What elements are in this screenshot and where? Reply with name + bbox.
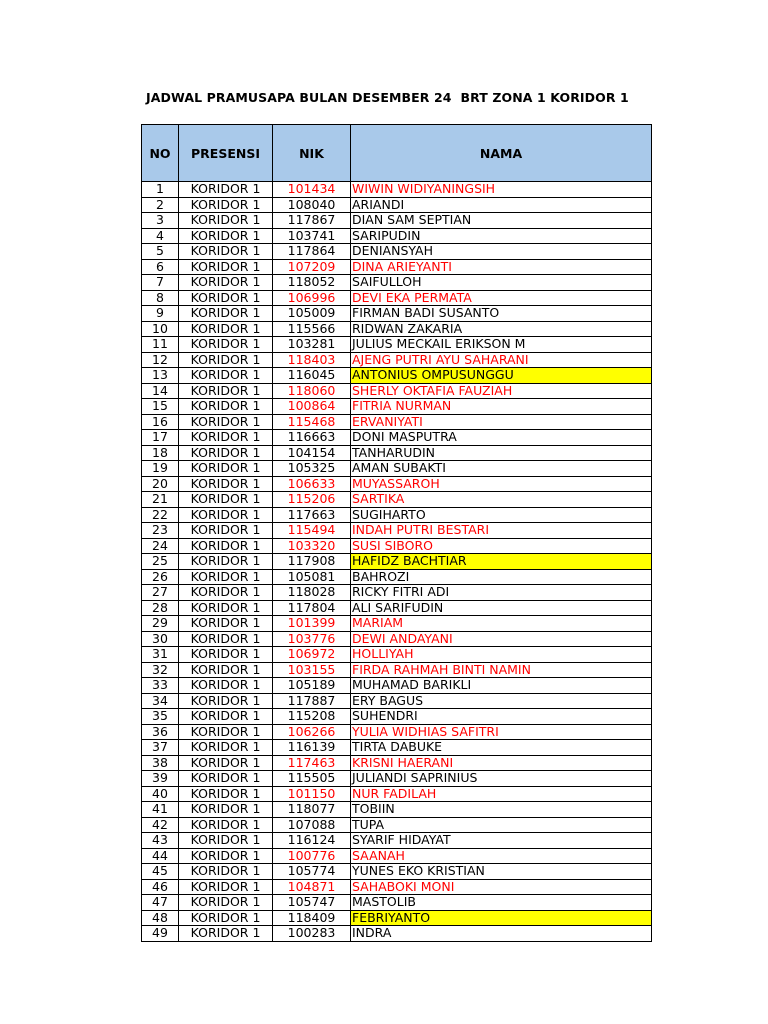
row-nik: 103776 [273, 631, 351, 647]
row-nik: 101434 [273, 182, 351, 198]
row-no: 49 [142, 926, 179, 942]
row-no: 16 [142, 414, 179, 430]
row-nik: 116045 [273, 368, 351, 384]
row-no: 10 [142, 321, 179, 337]
table-row [142, 414, 652, 430]
table-row [142, 244, 652, 260]
table-body [142, 182, 652, 942]
row-nama: TIRTA DABUKE [351, 740, 652, 756]
row-nik: 105747 [273, 895, 351, 911]
row-nama: DIAN SAM SEPTIAN [351, 213, 652, 229]
row-nik: 115505 [273, 771, 351, 787]
row-nik: 117867 [273, 213, 351, 229]
row-no: 35 [142, 709, 179, 725]
row-nik: 116139 [273, 740, 351, 756]
row-nama: SARIPUDIN [351, 228, 652, 244]
row-nama: KRISNI HAERANI [351, 755, 652, 771]
row-no: 22 [142, 507, 179, 523]
row-nik: 106266 [273, 724, 351, 740]
table-row [142, 306, 652, 322]
row-no: 18 [142, 445, 179, 461]
row-nama: FEBRIYANTO [351, 910, 652, 926]
row-nik: 117887 [273, 693, 351, 709]
row-nik: 118409 [273, 910, 351, 926]
table-row [142, 616, 652, 632]
row-presensi: KORIDOR 1 [179, 399, 273, 415]
row-nama: WIWIN WIDIYANINGSIH [351, 182, 652, 198]
table-row [142, 476, 652, 492]
table-row [142, 771, 652, 787]
row-nik: 115206 [273, 492, 351, 508]
table-row [142, 492, 652, 508]
row-nama: MARIAM [351, 616, 652, 632]
row-nik: 100776 [273, 848, 351, 864]
row-presensi: KORIDOR 1 [179, 616, 273, 632]
row-nik: 118052 [273, 275, 351, 291]
row-presensi: KORIDOR 1 [179, 244, 273, 260]
table-row [142, 197, 652, 213]
row-presensi: KORIDOR 1 [179, 197, 273, 213]
row-presensi: KORIDOR 1 [179, 678, 273, 694]
row-nama: DINA ARIEYANTI [351, 259, 652, 275]
row-no: 6 [142, 259, 179, 275]
row-no: 40 [142, 786, 179, 802]
row-nama: ANTONIUS OMPUSUNGGU [351, 368, 652, 384]
row-presensi: KORIDOR 1 [179, 910, 273, 926]
table-row [142, 321, 652, 337]
table-row [142, 864, 652, 880]
row-nik: 103155 [273, 662, 351, 678]
table-row [142, 445, 652, 461]
row-presensi: KORIDOR 1 [179, 507, 273, 523]
row-nama: SHERLY OKTAFIA FAUZIAH [351, 383, 652, 399]
row-nama: YUNES EKO KRISTIAN [351, 864, 652, 880]
row-no: 14 [142, 383, 179, 399]
row-nama: BAHROZI [351, 569, 652, 585]
row-nik: 106972 [273, 647, 351, 663]
table-row [142, 368, 652, 384]
row-no: 24 [142, 538, 179, 554]
row-no: 23 [142, 523, 179, 539]
row-nama: DEWI ANDAYANI [351, 631, 652, 647]
row-presensi: KORIDOR 1 [179, 523, 273, 539]
row-nama: FITRIA NURMAN [351, 399, 652, 415]
table-row [142, 647, 652, 663]
table-row [142, 740, 652, 756]
table-row [142, 213, 652, 229]
row-presensi: KORIDOR 1 [179, 771, 273, 787]
table-row [142, 678, 652, 694]
row-nik: 105081 [273, 569, 351, 585]
row-nama: DEVI EKA PERMATA [351, 290, 652, 306]
row-no: 27 [142, 585, 179, 601]
row-no: 43 [142, 833, 179, 849]
row-nama: INDRA [351, 926, 652, 942]
table-row [142, 879, 652, 895]
table-row [142, 693, 652, 709]
row-nama: ARIANDI [351, 197, 652, 213]
row-no: 2 [142, 197, 179, 213]
row-presensi: KORIDOR 1 [179, 755, 273, 771]
table-row [142, 290, 652, 306]
table-row [142, 802, 652, 818]
table-row [142, 461, 652, 477]
row-presensi: KORIDOR 1 [179, 182, 273, 198]
row-nama: SUSI SIBORO [351, 538, 652, 554]
row-nik: 118077 [273, 802, 351, 818]
header-presensi: PRESENSI [179, 125, 273, 182]
table-row [142, 554, 652, 570]
row-nik: 115468 [273, 414, 351, 430]
table-header-row [142, 125, 652, 182]
row-nama: ALI SARIFUDIN [351, 600, 652, 616]
table-row [142, 259, 652, 275]
row-nama: SAANAH [351, 848, 652, 864]
row-nama: SAIFULLOH [351, 275, 652, 291]
row-no: 47 [142, 895, 179, 911]
row-nik: 115566 [273, 321, 351, 337]
row-presensi: KORIDOR 1 [179, 538, 273, 554]
row-presensi: KORIDOR 1 [179, 259, 273, 275]
row-nama: HAFIDZ BACHTIAR [351, 554, 652, 570]
table-row [142, 275, 652, 291]
row-nik: 103741 [273, 228, 351, 244]
row-no: 39 [142, 771, 179, 787]
table-row [142, 926, 652, 942]
row-nik: 105009 [273, 306, 351, 322]
row-no: 46 [142, 879, 179, 895]
row-nik: 103281 [273, 337, 351, 353]
row-presensi: KORIDOR 1 [179, 662, 273, 678]
row-no: 3 [142, 213, 179, 229]
row-nama: MUHAMAD BARIKLI [351, 678, 652, 694]
row-nik: 107209 [273, 259, 351, 275]
row-nik: 101150 [273, 786, 351, 802]
table-row [142, 430, 652, 446]
row-no: 30 [142, 631, 179, 647]
row-nama: FIRMAN BADI SUSANTO [351, 306, 652, 322]
row-presensi: KORIDOR 1 [179, 926, 273, 942]
row-nama: SUGIHARTO [351, 507, 652, 523]
row-no: 13 [142, 368, 179, 384]
row-nama: TANHARUDIN [351, 445, 652, 461]
row-nik: 117804 [273, 600, 351, 616]
row-presensi: KORIDOR 1 [179, 368, 273, 384]
row-nama: SAHABOKI MONI [351, 879, 652, 895]
row-presensi: KORIDOR 1 [179, 352, 273, 368]
row-no: 37 [142, 740, 179, 756]
row-nama: SARTIKA [351, 492, 652, 508]
row-presensi: KORIDOR 1 [179, 461, 273, 477]
row-nik: 118028 [273, 585, 351, 601]
table-row [142, 523, 652, 539]
row-presensi: KORIDOR 1 [179, 693, 273, 709]
row-no: 9 [142, 306, 179, 322]
row-nik: 104871 [273, 879, 351, 895]
row-no: 5 [142, 244, 179, 260]
row-presensi: KORIDOR 1 [179, 817, 273, 833]
row-presensi: KORIDOR 1 [179, 306, 273, 322]
row-presensi: KORIDOR 1 [179, 786, 273, 802]
row-presensi: KORIDOR 1 [179, 895, 273, 911]
row-no: 21 [142, 492, 179, 508]
row-no: 15 [142, 399, 179, 415]
table-row [142, 228, 652, 244]
row-nama: RIDWAN ZAKARIA [351, 321, 652, 337]
row-no: 25 [142, 554, 179, 570]
row-nama: AJENG PUTRI AYU SAHARANI [351, 352, 652, 368]
row-nama: AMAN SUBAKTI [351, 461, 652, 477]
row-presensi: KORIDOR 1 [179, 848, 273, 864]
row-no: 20 [142, 476, 179, 492]
row-no: 33 [142, 678, 179, 694]
table-row [142, 507, 652, 523]
row-no: 12 [142, 352, 179, 368]
row-presensi: KORIDOR 1 [179, 740, 273, 756]
row-nama: JULIANDI SAPRINIUS [351, 771, 652, 787]
row-no: 38 [142, 755, 179, 771]
row-no: 26 [142, 569, 179, 585]
row-nama: DONI MASPUTRA [351, 430, 652, 446]
header-nama: NAMA [351, 125, 652, 182]
row-no: 29 [142, 616, 179, 632]
row-no: 34 [142, 693, 179, 709]
row-presensi: KORIDOR 1 [179, 833, 273, 849]
row-nama: INDAH PUTRI BESTARI [351, 523, 652, 539]
row-nik: 117463 [273, 755, 351, 771]
row-nik: 115494 [273, 523, 351, 539]
row-nama: ERVANIYATI [351, 414, 652, 430]
table-row [142, 817, 652, 833]
row-nik: 118060 [273, 383, 351, 399]
row-nik: 104154 [273, 445, 351, 461]
row-presensi: KORIDOR 1 [179, 414, 273, 430]
row-presensi: KORIDOR 1 [179, 492, 273, 508]
table-row [142, 337, 652, 353]
header-no: NO [142, 125, 179, 182]
row-nik: 100864 [273, 399, 351, 415]
row-no: 32 [142, 662, 179, 678]
row-presensi: KORIDOR 1 [179, 802, 273, 818]
row-no: 45 [142, 864, 179, 880]
header-nik: NIK [273, 125, 351, 182]
row-presensi: KORIDOR 1 [179, 321, 273, 337]
row-nama: MASTOLIB [351, 895, 652, 911]
row-nik: 103320 [273, 538, 351, 554]
row-nik: 117663 [273, 507, 351, 523]
row-nik: 101399 [273, 616, 351, 632]
row-no: 42 [142, 817, 179, 833]
row-presensi: KORIDOR 1 [179, 647, 273, 663]
schedule-table [141, 124, 652, 942]
row-presensi: KORIDOR 1 [179, 631, 273, 647]
row-nik: 117908 [273, 554, 351, 570]
row-presensi: KORIDOR 1 [179, 430, 273, 446]
table-row [142, 724, 652, 740]
row-nik: 105774 [273, 864, 351, 880]
row-nik: 115208 [273, 709, 351, 725]
row-presensi: KORIDOR 1 [179, 228, 273, 244]
row-presensi: KORIDOR 1 [179, 213, 273, 229]
table-row [142, 631, 652, 647]
table-row [142, 569, 652, 585]
row-no: 17 [142, 430, 179, 446]
table-row [142, 709, 652, 725]
table-row [142, 848, 652, 864]
row-presensi: KORIDOR 1 [179, 290, 273, 306]
document-title: JADWAL PRAMUSAPA BULAN DESEMBER 24 BRT ZONA 1 KORIDOR 1 [146, 90, 629, 105]
row-presensi: KORIDOR 1 [179, 337, 273, 353]
row-nama: MUYASSAROH [351, 476, 652, 492]
row-nik: 117864 [273, 244, 351, 260]
table-row [142, 538, 652, 554]
table-row [142, 662, 652, 678]
row-presensi: KORIDOR 1 [179, 585, 273, 601]
row-nama: SUHENDRI [351, 709, 652, 725]
row-nama: HOLLIYAH [351, 647, 652, 663]
row-nik: 105189 [273, 678, 351, 694]
row-nama: SYARIF HIDAYAT [351, 833, 652, 849]
row-presensi: KORIDOR 1 [179, 569, 273, 585]
row-presensi: KORIDOR 1 [179, 709, 273, 725]
row-no: 48 [142, 910, 179, 926]
table-row [142, 352, 652, 368]
row-no: 28 [142, 600, 179, 616]
row-presensi: KORIDOR 1 [179, 275, 273, 291]
row-presensi: KORIDOR 1 [179, 600, 273, 616]
row-nama: NUR FADILAH [351, 786, 652, 802]
row-nama: TUPA [351, 817, 652, 833]
row-nama: RICKY FITRI ADI [351, 585, 652, 601]
row-presensi: KORIDOR 1 [179, 864, 273, 880]
row-no: 11 [142, 337, 179, 353]
row-presensi: KORIDOR 1 [179, 383, 273, 399]
table-row [142, 383, 652, 399]
table-row [142, 895, 652, 911]
table-row [142, 910, 652, 926]
row-nama: DENIANSYAH [351, 244, 652, 260]
table-row [142, 755, 652, 771]
row-presensi: KORIDOR 1 [179, 554, 273, 570]
row-no: 36 [142, 724, 179, 740]
row-nik: 118403 [273, 352, 351, 368]
row-nik: 108040 [273, 197, 351, 213]
row-nik: 106996 [273, 290, 351, 306]
row-nik: 116663 [273, 430, 351, 446]
row-nik: 105325 [273, 461, 351, 477]
table-row [142, 786, 652, 802]
row-nama: JULIUS MECKAIL ERIKSON M [351, 337, 652, 353]
row-no: 19 [142, 461, 179, 477]
table-row [142, 600, 652, 616]
row-presensi: KORIDOR 1 [179, 445, 273, 461]
row-nik: 116124 [273, 833, 351, 849]
row-no: 31 [142, 647, 179, 663]
row-presensi: KORIDOR 1 [179, 879, 273, 895]
row-no: 8 [142, 290, 179, 306]
row-nama: TOBIIN [351, 802, 652, 818]
table-row [142, 585, 652, 601]
row-no: 7 [142, 275, 179, 291]
table-row [142, 399, 652, 415]
row-nik: 106633 [273, 476, 351, 492]
row-nama: FIRDA RAHMAH BINTI NAMIN [351, 662, 652, 678]
table-row [142, 833, 652, 849]
row-no: 41 [142, 802, 179, 818]
row-no: 44 [142, 848, 179, 864]
row-presensi: KORIDOR 1 [179, 476, 273, 492]
row-no: 1 [142, 182, 179, 198]
row-nama: YULIA WIDHIAS SAFITRI [351, 724, 652, 740]
table-row [142, 182, 652, 198]
row-nama: ERY BAGUS [351, 693, 652, 709]
row-nik: 107088 [273, 817, 351, 833]
row-no: 4 [142, 228, 179, 244]
row-presensi: KORIDOR 1 [179, 724, 273, 740]
row-nik: 100283 [273, 926, 351, 942]
